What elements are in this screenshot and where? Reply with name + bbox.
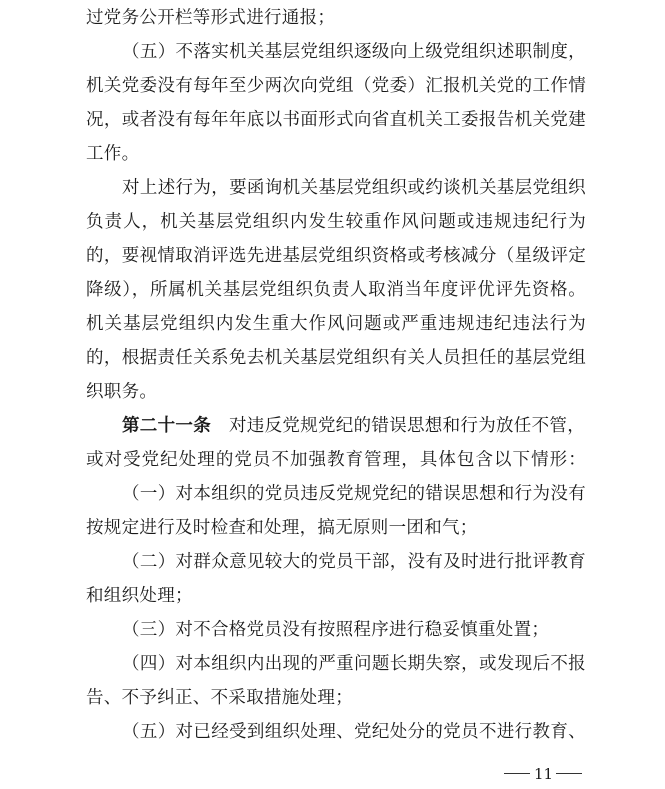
text-line: 降级），所属机关基层党组织负责人取消当年度评优评先资格。	[86, 280, 586, 300]
text-line: 对违反党规党纪的错误思想和行为放任不管，	[229, 416, 585, 436]
text-line: 况，或者没有每年年底以书面形式向省直机关工委报告机关党建	[86, 110, 586, 130]
text-line: 负责人，机关基层党组织内发生较重作风问题或违规违纪行为	[86, 212, 586, 232]
text-line: 过党务公开栏等形式进行通报；	[86, 8, 336, 28]
text-line: （四）对本组织内出现的严重问题长期失察，或发现后不报	[122, 654, 586, 674]
page-footer	[0, 762, 665, 786]
page-number-dash-left	[504, 773, 530, 774]
text-line: （五）不落实机关基层党组织逐级向上级党组织述职制度，	[122, 42, 586, 62]
text-line: 告、不予纠正、不采取措施处理；	[86, 688, 353, 708]
text-line: 对上述行为，要函询机关基层党组织或约谈机关基层党组织	[122, 178, 586, 198]
page-number: 11	[534, 765, 554, 783]
text-line: （五）对已经受到组织处理、党纪处分的党员不进行教育、	[122, 722, 586, 742]
text-line: 和组织处理；	[86, 586, 193, 606]
article-label: 第二十一条	[122, 416, 211, 436]
text-line: （三）对不合格党员没有按照程序进行稳妥慎重处置；	[122, 620, 550, 640]
text-line: 工作。	[86, 144, 140, 164]
text-line: 的，要视情取消评选先进基层党组织资格或考核减分（星级评定	[86, 246, 586, 266]
text-line: 机关党委没有每年至少两次向党组（党委）汇报机关党的工作情	[86, 76, 586, 96]
text-line: 或对受党纪处理的党员不加强教育管理，具体包含以下情形：	[86, 450, 586, 470]
text-line: 的，根据责任关系免去机关基层党组织有关人员担任的基层党组	[86, 348, 586, 368]
text-line: （一）对本组织的党员违反党规党纪的错误思想和行为没有	[122, 484, 586, 504]
page-number-dash-right	[556, 773, 582, 774]
text-line: 机关基层党组织内发生重大作风问题或严重违规违纪违法行为	[86, 314, 586, 334]
article-line	[122, 410, 585, 442]
text-line: （二）对群众意见较大的党员干部，没有及时进行批评教育	[122, 552, 586, 572]
text-line: 按规定进行及时检查和处理，搞无原则一团和气；	[86, 518, 478, 538]
text-line: 织职务。	[86, 382, 158, 402]
